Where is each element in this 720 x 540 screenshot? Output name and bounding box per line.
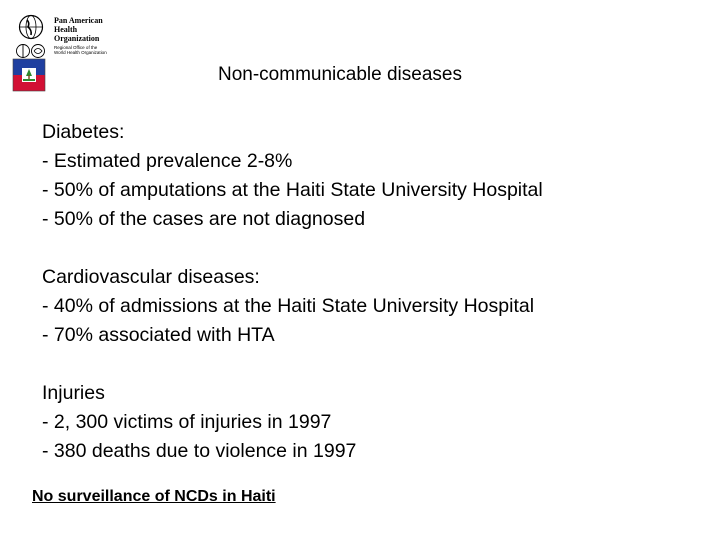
list-item: - 380 deaths due to violence in 1997 <box>42 440 357 462</box>
org-sub-line: World Health Organization <box>54 50 107 55</box>
section-heading: Diabetes: <box>42 121 125 143</box>
list-item: - Estimated prevalence 2-8% <box>42 150 293 172</box>
content-body <box>42 118 543 495</box>
org-name-line: Pan American <box>54 16 103 25</box>
section-heading: Injuries <box>42 382 105 404</box>
list-item: - 50% of the cases are not diagnosed <box>42 208 366 230</box>
section-cardiovascular <box>42 263 543 350</box>
section-diabetes <box>42 118 543 234</box>
organization-name <box>54 16 103 43</box>
globe-icon <box>18 14 44 40</box>
section-injuries <box>42 379 543 466</box>
org-name-line: Organization <box>54 34 100 43</box>
list-item: - 40% of admissions at the Haiti State University Hospital <box>42 295 535 317</box>
footer-note: No surveillance of NCDs in Haiti <box>32 488 276 505</box>
paho-logo <box>8 12 118 56</box>
org-name-line: Health <box>54 25 78 34</box>
org-sub-line: Regional Office of the <box>54 45 98 50</box>
page-title: Non-communicable diseases <box>218 64 462 85</box>
organization-subtitle <box>54 45 118 55</box>
list-item: - 70% associated with HTA <box>42 324 275 346</box>
section-heading: Cardiovascular diseases: <box>42 266 260 288</box>
haiti-flag-icon <box>12 58 46 92</box>
list-item: - 50% of amputations at the Haiti State University Hospital <box>42 179 543 201</box>
list-item: - 2, 300 victims of injuries in 1997 <box>42 411 332 433</box>
